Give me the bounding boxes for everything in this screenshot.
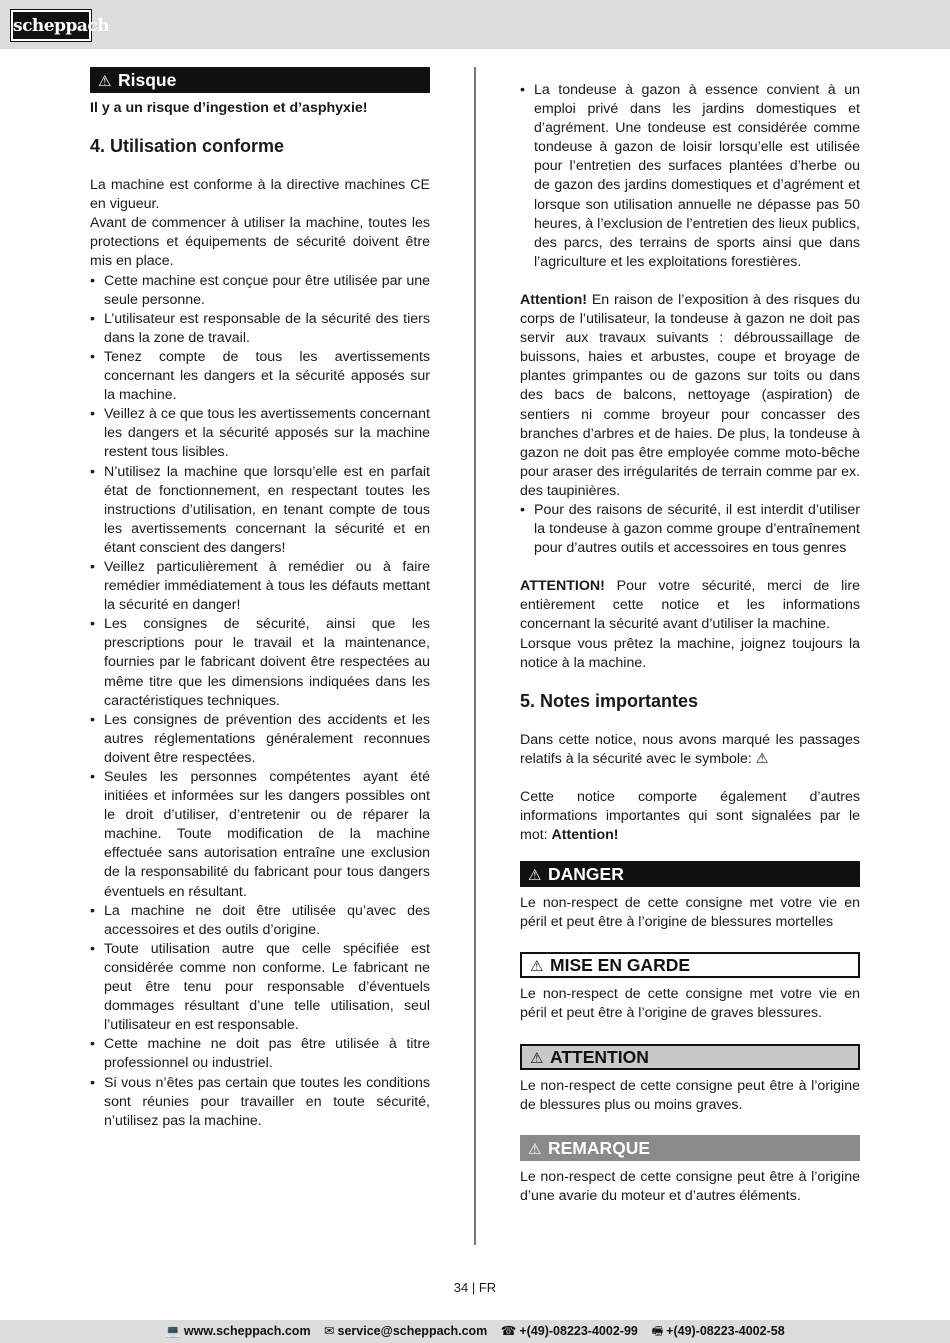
warning-text: Le non-respect de cette consigne met votre vie en péril et peut être à l’origine de graves blessures.	[520, 986, 860, 1022]
list-item: • Si vous n’êtes pas certain que toutes les conditions sont réunies pour travailler en toute sécurité, n’utilisez pas la machine.	[90, 1074, 430, 1131]
warning-triangle-icon: ⚠	[530, 958, 544, 976]
attention-caps-text: Pour votre sécurité, merci de lire entièrement cette notice et les informations concernant la sécurité avant d’utiliser la machine.	[520, 578, 860, 633]
note-label: REMARQUE	[548, 1137, 651, 1158]
list-item: • La tondeuse à gazon à essence convient à un emploi privé dans les jardins domestiques et d’agrément. Une tondeuse est considérée comme tondeuse à gazon de loisir lorsqu’elle est utilisée pour l’entretien des surfaces plantées d’herbe ou de gazon des jardins domestiques et d’agrément et lorsque son utilisation annuelle ne dépasse pas 50 heures, à l’exclusion de l’entretien des lieux publics, des parcs, des terrains de sports ainsi que dans l’agriculture et les exploitations forestières.	[520, 81, 860, 272]
list-item: • Les consignes de sécurité, ainsi que les prescriptions pour le travail et la maintenance, fournies par le fabricant doivent être respectées au même titre que les dimensions indiquées dans les caractéristiques techniques.	[90, 615, 430, 710]
caution-text: Le non-respect de cette consigne peut être à l’origine de blessures plus ou moins graves.	[520, 1077, 860, 1113]
left-column	[90, 67, 430, 1131]
intro-paragraph-1: La machine est conforme à la directive machines CE en vigueur.	[90, 177, 430, 213]
footer-bar	[0, 1320, 950, 1343]
computer-icon: 💻	[165, 1324, 181, 1338]
notes-paragraph-2	[520, 788, 860, 845]
list-item: • N’utilisez la machine que lorsqu’elle est en parfait état de fonctionnement, en respectant toutes les instructions d’utilisation, en tenant compte de tous les avertissements concernant la sécurité et en étant conscient des dangers!	[90, 463, 430, 558]
prohibited-use-list	[520, 501, 860, 558]
right-column	[520, 81, 860, 1206]
notes-bold-word: Attention!	[551, 827, 619, 844]
risk-text: Il y a un risque d’ingestion et d’asphyxie!	[90, 100, 368, 116]
notes-text: Cette notice comporte également d’autres informations importantes qui sont signalées par le mot:	[520, 788, 860, 844]
list-item: • Pour des raisons de sécurité, il est interdit d’utiliser la tondeuse à gazon comme groupe d’entraînement pour d’autres outils et accessoires en tous genres	[520, 501, 860, 558]
list-item: • Cette machine ne doit pas être utilisée à titre professionnel ou industriel.	[90, 1035, 430, 1073]
warning-triangle-icon: ⚠	[98, 73, 112, 90]
fax-icon: 🖷	[651, 1324, 664, 1338]
header-bar	[0, 0, 950, 49]
footer-phone[interactable]: ☎ +(49)-08223-4002-99	[500, 1324, 638, 1338]
intro-paragraph-2: Avant de commencer à utiliser la machine, toutes les protections et équipements de sécurité doivent être mis en place.	[90, 215, 430, 270]
list-item: • Les consignes de prévention des accidents et les autres réglementations généralement reconnues doivent être respectées.	[90, 711, 430, 768]
warning-triangle-icon: ⚠	[528, 1140, 542, 1158]
risk-box	[90, 67, 430, 93]
list-item: • Seules les personnes compétentes ayant été initiées et informées sur les dangers possibles ont le droit d’utiliser, d’entretenir ou de réparer la machine. Toute modification de la machine effectuée sans autorisation entraîne une exclusion de la responsabilité du fabricant pour tous dangers éventuels en résultant.	[90, 768, 430, 902]
danger-text: Le non-respect de cette consigne met votre vie en péril et peut être à l’origine de blessures mortelles	[520, 895, 860, 931]
warning-box	[520, 952, 860, 978]
attention-text: En raison de l’exposition à des risques du corps de l’utilisateur, la tondeuse à gazon ne doit pas servir aux travaux suivants : débroussaillage de buissons, haies et arbustes, coupe et broyage de plantes grimpantes ou de gazons sur toits ou dans des bacs de balcons, nettoyage (aspiration) de sentiers ni comme broyeur pour concasser des branches d’arbres et de haies. De plus, la tondeuse à gazon ne doit pas être employée comme moto-bêche pour araser des irrégularités de terrain comme par ex. des taupinières.	[520, 291, 860, 499]
warning-label: MISE EN GARDE	[550, 955, 691, 976]
page-number: 34 | FR	[453, 1280, 497, 1295]
attention-paragraph-1	[520, 291, 860, 501]
list-item: • Veillez à ce que tous les avertissements concernant les dangers et la sécurité apposés sur la machine restent tous lisibles.	[90, 405, 430, 462]
footer-web[interactable]: 💻 www.scheppach.com	[165, 1324, 311, 1338]
lend-paragraph: Lorsque vous prêtez la machine, joignez toujours la notice à la machine.	[520, 635, 860, 671]
intended-use-list	[520, 81, 860, 272]
list-item: • La machine ne doit être utilisée qu’avec des accessoires et des outils d’origine.	[90, 902, 430, 940]
caution-box	[520, 1044, 860, 1070]
phone-icon: ☎	[500, 1324, 517, 1338]
danger-label: DANGER	[548, 864, 624, 885]
list-item: • Toute utilisation autre que celle spécifiée est considérée comme non conforme. Le fabricant ne peut être tenu pour responsable d’éventuels dommages résultant d’une telle utilisation, seul l’utilisateur en est responsable.	[90, 940, 430, 1035]
usage-bullet-list	[90, 272, 430, 1131]
risk-label: Risque	[118, 70, 177, 90]
list-item: • L’utilisateur est responsable de la sécurité des tiers dans la zone de travail.	[90, 310, 430, 348]
attention-paragraph-2	[520, 577, 860, 634]
brand-logo: scheppach	[11, 10, 91, 41]
note-box	[520, 1135, 860, 1161]
warning-triangle-icon: ⚠	[528, 867, 542, 885]
note-text: Le non-respect de cette consigne peut être à l’origine d’une avarie du moteur et d’autres éléments.	[520, 1168, 860, 1204]
attention-label: Attention!	[520, 291, 587, 308]
footer-email[interactable]: ✉ service@scheppach.com	[324, 1324, 488, 1338]
warning-triangle-icon: ⚠	[530, 1049, 544, 1067]
caution-label: ATTENTION	[550, 1046, 649, 1067]
list-item: • Cette machine est conçue pour être utilisée par une seule personne.	[90, 272, 430, 310]
footer-fax: 🖷 +(49)-08223-4002-58	[651, 1324, 785, 1338]
attention-caps-label: ATTENTION!	[520, 578, 605, 595]
list-item: • Veillez particulièrement à remédier ou à faire remédier immédiatement à tous les défauts mettant la sécurité en danger!	[90, 558, 430, 615]
list-item: • Tenez compte de tous les avertissements concernant les dangers et la sécurité apposés sur la machine.	[90, 348, 430, 405]
section5-title: 5. Notes importantes	[520, 690, 699, 711]
column-divider	[474, 67, 476, 1245]
mail-icon: ✉	[324, 1324, 335, 1338]
section4-title: 4. Utilisation conforme	[90, 136, 285, 157]
danger-box	[520, 861, 860, 887]
notes-paragraph-1: Dans cette notice, nous avons marqué les passages relatifs à la sécurité avec le symbole: ⚠	[520, 731, 860, 767]
